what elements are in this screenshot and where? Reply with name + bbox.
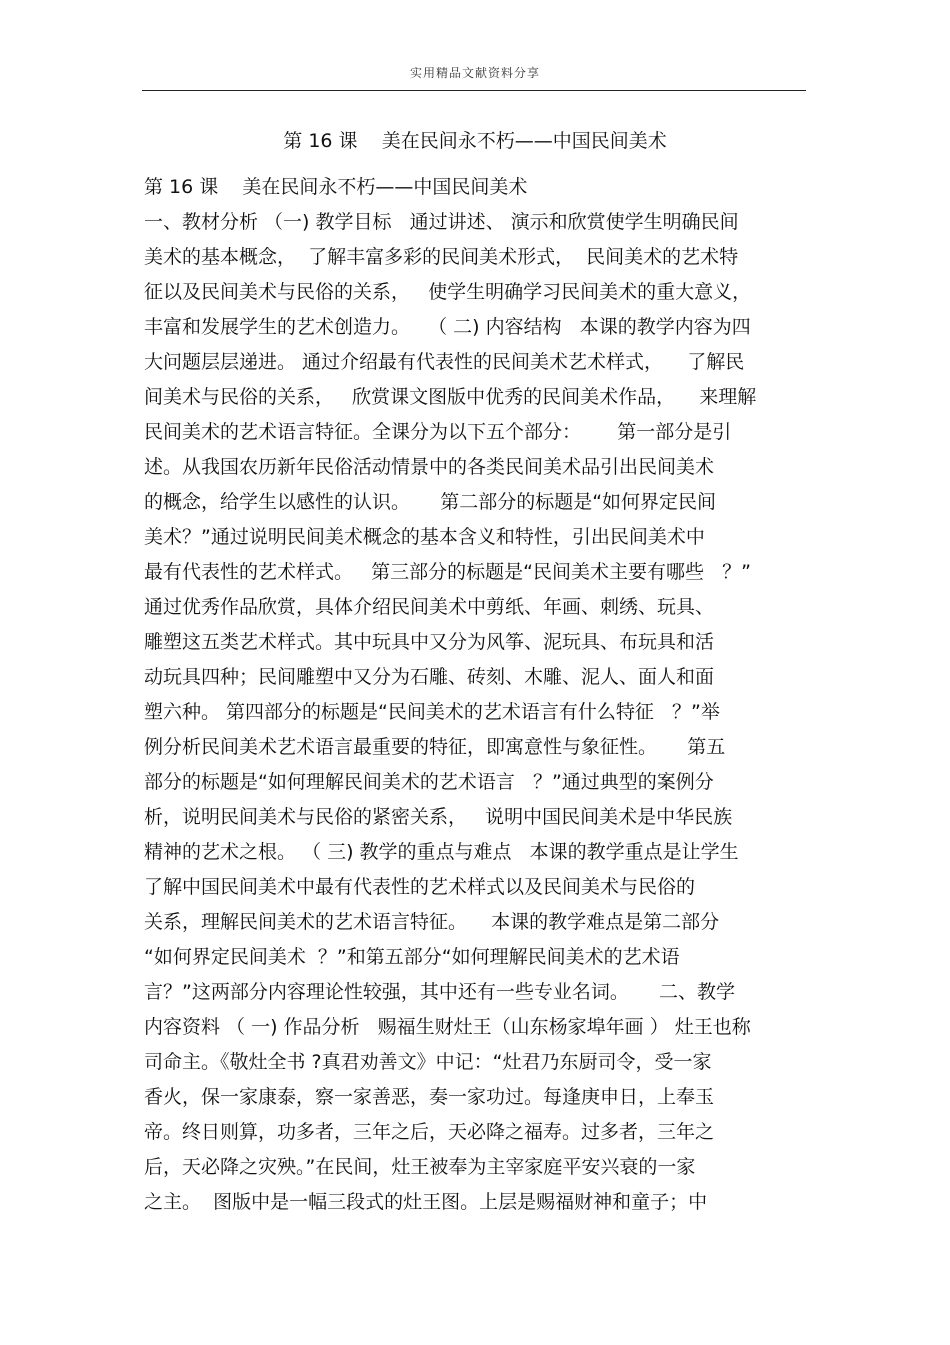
body-text-line: “如何界定民间美术 ？”和第五部分“如何理解民间美术的艺术语 — [144, 946, 680, 968]
body-text-line: 内容资料 （ 一) 作品分析 赐福生财灶王（山东杨家埠年画 ） 灶王也称 — [144, 1016, 751, 1038]
body-text-line: 帝。终日则算，功多者，三年之后，天必降之福寿。过多者，三年之 — [144, 1121, 715, 1143]
body-text-line: 的概念，给学生以感性的认识。 第二部分的标题是“如何界定民间 — [144, 491, 717, 513]
body-text-line: 后，天必降之灾殃。”在民间，灶王被奉为主宰家庭平安兴衰的一家 — [144, 1156, 696, 1178]
page-header: 实用精品文献资料分享 — [409, 66, 540, 80]
body-text-line: 美术的基本概念， 了解丰富多彩的民间美术形式， 民间美术的艺术特 — [144, 246, 739, 268]
body-text-line: 雕塑这五类艺术样式。其中玩具中又分为风筝、泥玩具、布玩具和活 — [144, 631, 715, 653]
body-text-line: 最有代表性的艺术样式。 第三部分的标题是“民间美术主要有哪些 ？” — [144, 561, 751, 583]
body-text-line: 征以及民间美术与民俗的关系， 使学生明确学习民间美术的重大意义， — [144, 281, 752, 303]
document-title: 第 16 课 美在民间永不朽——中国民间美术 — [283, 130, 667, 152]
body-text-line: 塑六种。 第四部分的标题是“民间美术的艺术语言有什么特征 ？”举 — [144, 701, 720, 723]
body-text-line: 香火，保一家康泰，察一家善恶，奏一家功过。每逢庚申日，上奉玉 — [144, 1086, 715, 1108]
body-text-line: 间美术与民俗的关系， 欣赏课文图版中优秀的民间美术作品， 来理解 — [144, 386, 757, 408]
body-text-line: 述。从我国农历新年民俗活动情景中的各类民间美术品引出民间美术 — [144, 456, 715, 478]
body-text-line: 言？”这两部分内容理论性较强，其中还有一些专业名词。 二、教学 — [144, 981, 736, 1003]
body-text-line: 司命主。《敬灶全书 ?真君劝善文》中记：“灶君乃东厨司令，受一家 — [144, 1051, 712, 1073]
body-text-line: 部分的标题是“如何理解民间美术的艺术语言 ？”通过典型的案例分 — [144, 771, 714, 793]
body-text-line: 析，说明民间美术与民俗的紧密关系， 说明中国民间美术是中华民族 — [144, 806, 733, 828]
body-text-line: 一、教材分析 （一) 教学目标 通过讲述、 演示和欣赏使学生明确民间 — [144, 211, 739, 233]
body-text-line: 关系，理解民间美术的艺术语言特征。 本课的教学难点是第二部分 — [144, 911, 720, 933]
document-body — [144, 170, 824, 1220]
body-text-line: 精神的艺术之根。 （ 三) 教学的重点与难点 本课的教学重点是让学生 — [144, 841, 739, 863]
body-text-line: 动玩具四种；民间雕塑中又分为石雕、砖刻、木雕、泥人、面人和面 — [144, 666, 715, 688]
body-text-line: 民间美术的艺术语言特征。全课分为以下五个部分： 第一部分是引 — [144, 421, 732, 443]
body-text-line: 第 16 课 美在民间永不朽——中国民间美术 — [144, 176, 528, 198]
body-text-line: 美术？”通过说明民间美术概念的基本含义和特性，引出民间美术中 — [144, 526, 705, 548]
body-text-line: 了解中国民间美术中最有代表性的艺术样式以及民间美术与民俗的 — [144, 876, 696, 898]
body-text-line: 通过优秀作品欣赏，具体介绍民间美术中剪纸、年画、刺绣、玩具、 — [144, 596, 715, 618]
body-text-line: 丰富和发展学生的艺术创造力。 （ 二) 内容结构 本课的教学内容为四 — [144, 316, 751, 338]
header-divider — [142, 90, 806, 91]
body-text-line: 之主。 图版中是一幅三段式的灶王图。上层是赐福财神和童子；中 — [144, 1191, 708, 1213]
body-text-line: 大问题层层递进。 通过介绍最有代表性的民间美术艺术样式， 了解民 — [144, 351, 745, 373]
body-text-line: 例分析民间美术艺术语言最重要的特征，即寓意性与象征性。 第五 — [144, 736, 726, 758]
